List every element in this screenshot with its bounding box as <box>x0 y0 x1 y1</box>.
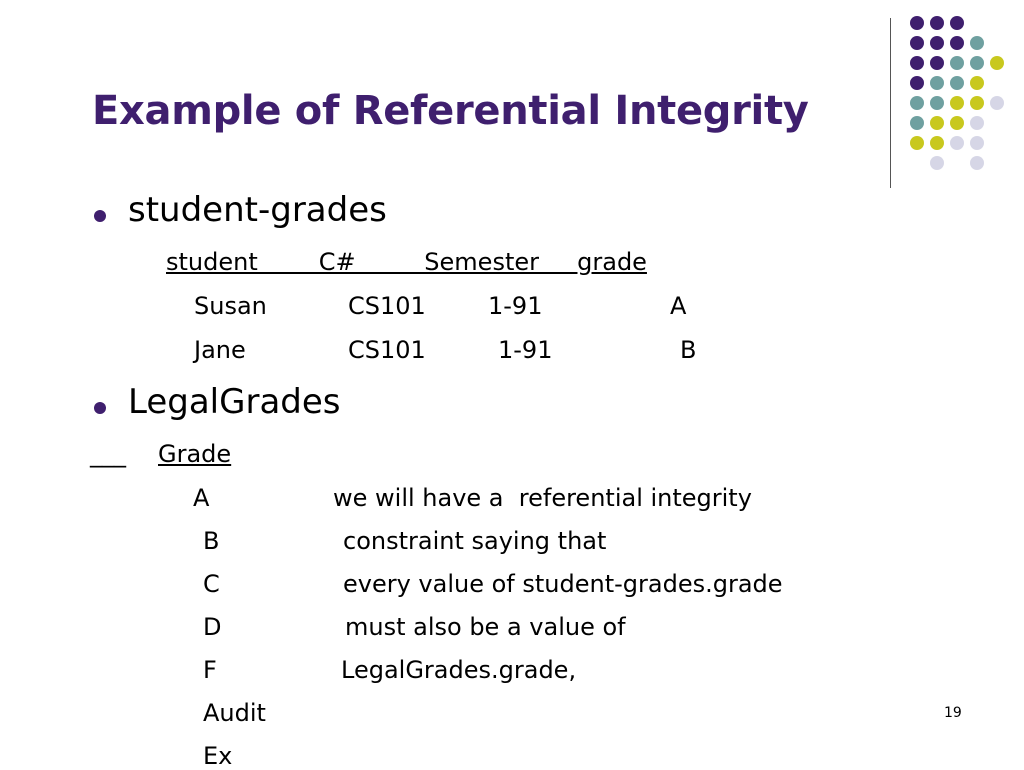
dot <box>930 16 944 30</box>
dot <box>910 36 924 50</box>
cell-grade: A <box>670 292 687 320</box>
dot <box>930 76 944 90</box>
list-item: D <box>203 613 222 641</box>
dot <box>910 116 924 130</box>
note-line: must also be a value of <box>345 613 626 641</box>
note-line: constraint saying that <box>343 527 607 555</box>
list-item: B <box>203 527 220 555</box>
cell-student: Susan <box>194 292 267 320</box>
blank-line: ___ <box>90 440 126 468</box>
dot <box>910 96 924 110</box>
dot <box>930 96 944 110</box>
list-item: A <box>193 484 210 512</box>
page-number: 19 <box>944 705 962 721</box>
student-grades-header: student C# Semester grade <box>166 248 647 276</box>
dot <box>910 16 924 30</box>
dot <box>970 36 984 50</box>
legal-grades-heading: LegalGrades <box>128 382 341 422</box>
dot <box>950 76 964 90</box>
dot <box>950 116 964 130</box>
cell-grade: B <box>680 336 697 364</box>
dot <box>970 156 984 170</box>
dot <box>930 56 944 70</box>
list-item: Ex <box>203 742 233 770</box>
list-item: F <box>203 656 217 684</box>
dot <box>970 96 984 110</box>
slide-title: Example of Referential Integrity <box>92 88 809 134</box>
dot <box>950 96 964 110</box>
dot <box>910 56 924 70</box>
cell-student: Jane <box>194 336 246 364</box>
dot <box>930 36 944 50</box>
dot <box>930 136 944 150</box>
dot <box>990 96 1004 110</box>
dot <box>970 116 984 130</box>
dot <box>950 136 964 150</box>
dot <box>970 56 984 70</box>
note-line: LegalGrades.grade, <box>341 656 577 684</box>
dot <box>950 36 964 50</box>
cell-course: CS101 <box>348 292 426 320</box>
dot <box>950 56 964 70</box>
bullet-icon <box>94 402 106 414</box>
dot <box>930 156 944 170</box>
note-line: we will have a referential integrity <box>333 484 752 512</box>
cell-course: CS101 <box>348 336 426 364</box>
student-grades-heading: student-grades <box>128 190 387 230</box>
dot <box>970 76 984 90</box>
dot <box>970 136 984 150</box>
cell-semester: 1-91 <box>498 336 553 364</box>
cell-semester: 1-91 <box>488 292 543 320</box>
dot <box>990 56 1004 70</box>
list-item: C <box>203 570 220 598</box>
list-item: Audit <box>203 699 266 727</box>
dot <box>950 16 964 30</box>
vertical-divider <box>890 18 891 188</box>
grade-column-header: Grade <box>158 440 232 468</box>
dot <box>930 116 944 130</box>
dot <box>910 76 924 90</box>
note-line: every value of student-grades.grade <box>343 570 783 598</box>
bullet-icon <box>94 210 106 222</box>
dot <box>910 136 924 150</box>
